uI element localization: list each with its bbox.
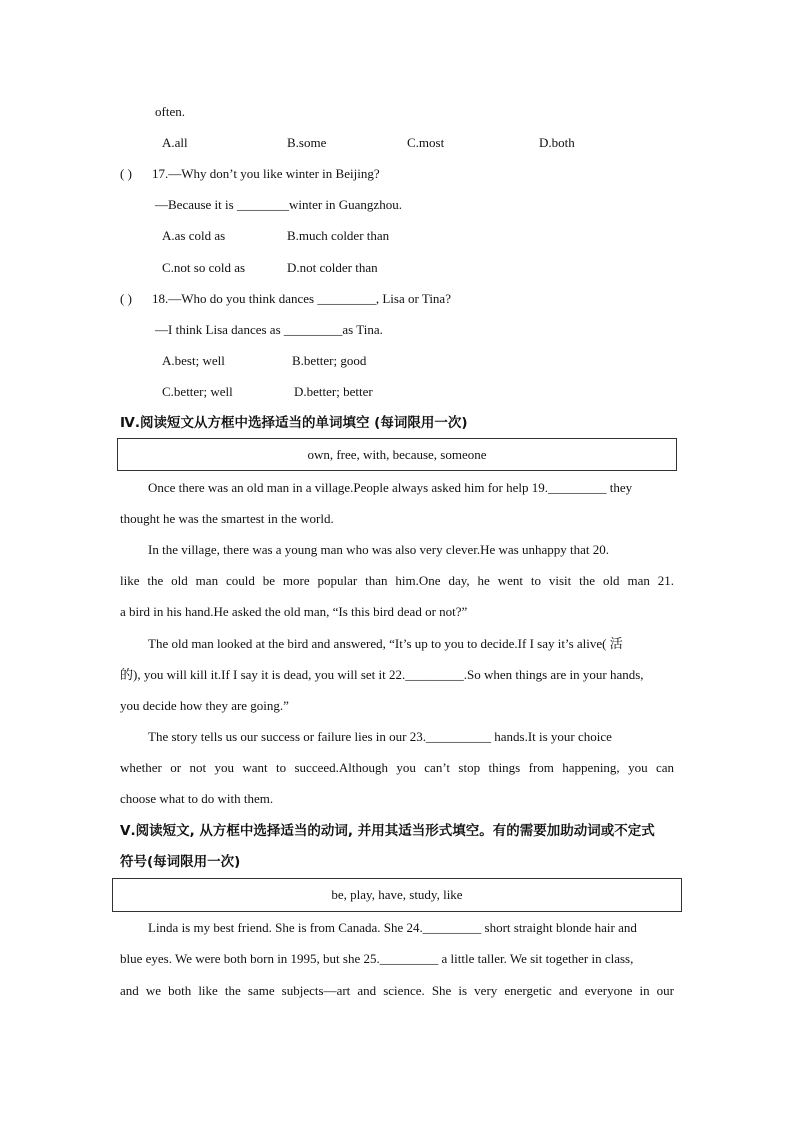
section-4-word-box <box>117 438 677 471</box>
q16-option-c: C.most <box>407 135 445 150</box>
passage-4-line-11: choose what to do with them. <box>120 791 274 806</box>
q17-option-d: D.not colder than <box>287 260 378 275</box>
section-5-word-box <box>112 878 682 912</box>
passage-4-line-6: The old man looked at the bird and answered, “It’s up to you to decide.If I say it’s alive( 活 <box>148 636 623 651</box>
passage-5-line-1: Linda is my best friend. She is from Canada. She 24._________ short straight blonde hair and <box>148 920 637 935</box>
section-5-heading-line-1: Ⅴ.阅读短文, 从方框中选择适当的动词, 并用其适当形式填空。有的需要加助动词或不定式 <box>120 823 655 839</box>
passage-4-line-2: thought he was the smartest in the world. <box>120 511 334 526</box>
passage-4-line-1: Once there was an old man in a village.People always asked him for help 19._________ they <box>148 480 633 495</box>
section-5-heading-line-2: 符号(每词限用一次) <box>120 854 241 870</box>
q18-option-a: A.best; well <box>162 353 225 368</box>
passage-4-line-7: 的), you will kill it.If I say it is dead, you will set it 22._________.So when things are in your hands, <box>120 667 644 682</box>
q18-question: 18.—Who do you think dances _________, Lisa or Tina? <box>152 291 451 306</box>
passage-4-line-5: a bird in his hand.He asked the old man, “Is this bird dead or not?” <box>120 604 468 619</box>
q16-option-a: A.all <box>162 135 188 150</box>
q18-option-c: C.better; well <box>162 384 233 399</box>
q18-answer: —I think Lisa dances as _________as Tina. <box>155 322 383 337</box>
q17-option-c: C.not so cold as <box>162 260 246 275</box>
q17-option-a: A.as cold as <box>162 228 226 243</box>
q18-answer-bracket: ( ) <box>120 291 132 306</box>
q17-question: 17.—Why don’t you like winter in Beijing? <box>152 166 380 181</box>
q17-answer-bracket: ( ) <box>120 166 132 181</box>
passage-4-line-10: whether or not you want to succeed.Although you can’t stop things from happening, you can <box>120 760 674 775</box>
section-4-heading: Ⅳ.阅读短文从方框中选择适当的单词填空 (每词限用一次) <box>120 415 468 431</box>
passage-4-line-9: The story tells us our success or failure lies in our 23.__________ hands.It is your choice <box>148 729 612 744</box>
q18-option-b: B.better; good <box>292 353 367 368</box>
q16-option-b: B.some <box>287 135 327 150</box>
q17-option-b: B.much colder than <box>287 228 390 243</box>
passage-5-line-3: and we both like the same subjects—art and science. She is very energetic and everyone in our <box>120 983 674 998</box>
passage-5-line-2: blue eyes. We were both born in 1995, but she 25._________ a little taller. We sit together in class, <box>120 951 634 966</box>
passage-4-line-3: In the village, there was a young man who was also very clever.He was unhappy that 20. <box>148 542 610 557</box>
passage-4-line-8: you decide how they are going.” <box>120 698 289 713</box>
q16-tail: often. <box>155 104 185 119</box>
q18-option-d: D.better; better <box>294 384 373 399</box>
section-4-word-list: own, free, with, because, someone <box>307 446 487 462</box>
q16-option-d: D.both <box>539 135 575 150</box>
q17-answer: —Because it is ________winter in Guangzhou. <box>155 197 402 212</box>
passage-4-line-4: like the old man could be more popular than him.One day, he went to visit the old man 21. <box>120 573 674 588</box>
section-5-word-list: be, play, have, study, like <box>331 887 463 902</box>
